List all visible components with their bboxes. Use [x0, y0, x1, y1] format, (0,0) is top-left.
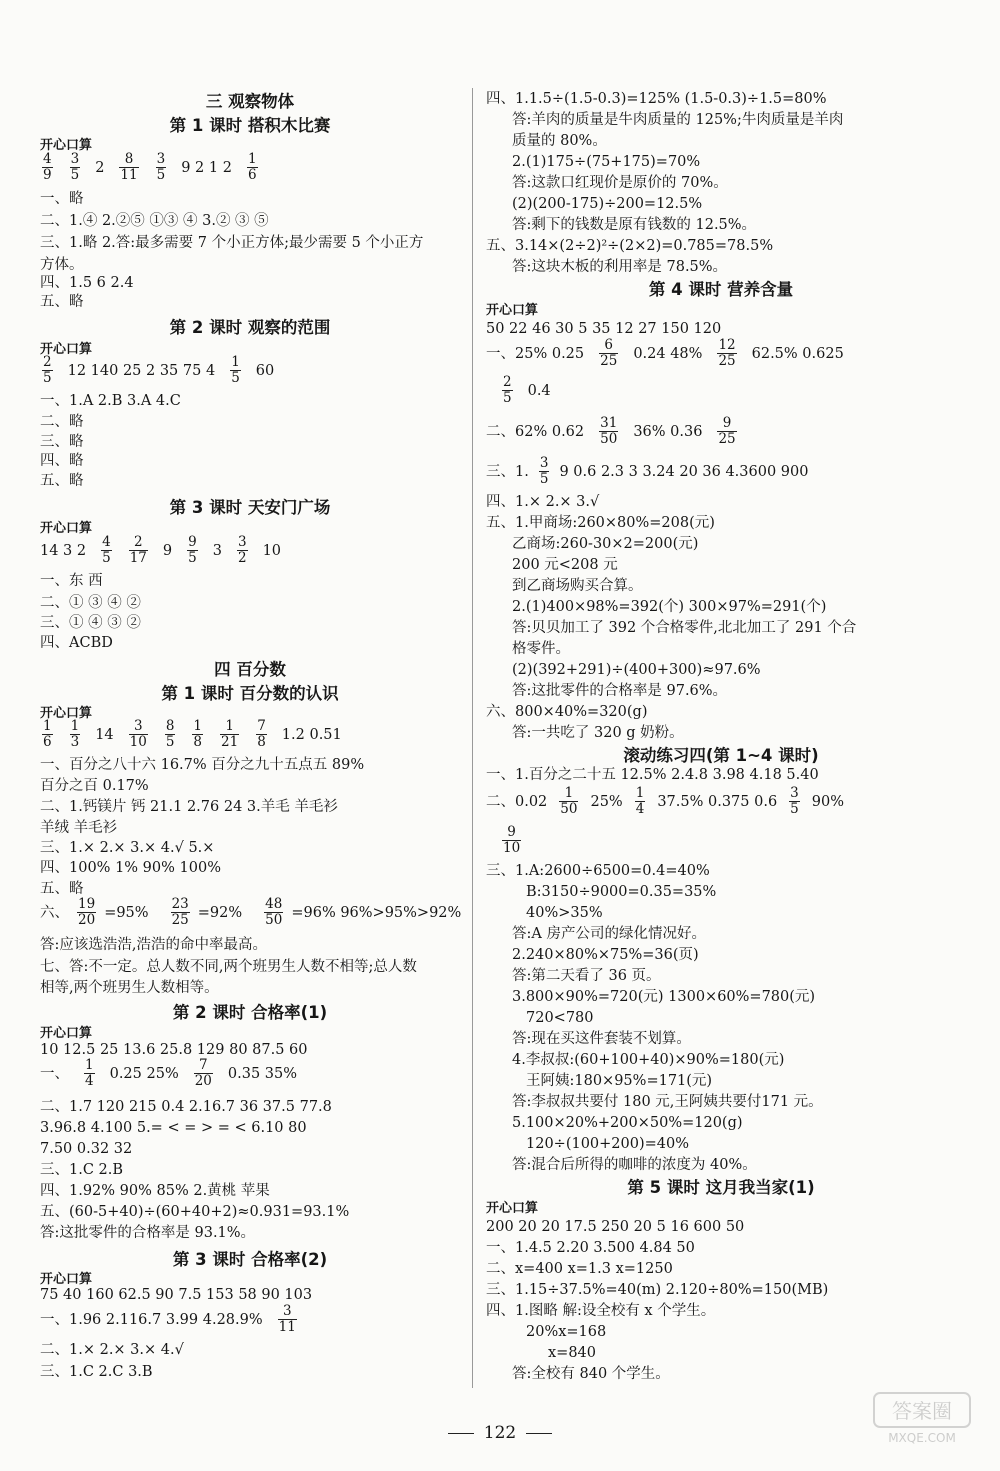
- answer-line: 百分之百 0.17%: [40, 778, 149, 794]
- lesson-heading: 第 5 课时 这月我当家(1): [627, 1178, 815, 1197]
- answer-line: 一、1.4.5 2.20 3.500 4.84 50: [486, 1240, 695, 1256]
- answer-line: 一、25% 0.25 $\frac{6}{25}$ 0.24 48% $\frac{12}{25}$ 62.5% 0.625: [486, 337, 844, 369]
- fraction: $\frac{1}{50}$: [560, 785, 578, 817]
- mental-math-row: $\frac{2}{5}$ 12 140 25 2 35 75 4 $\frac{1}{5}$ 60: [43, 354, 275, 386]
- fraction: $\frac{8}{11}$: [120, 151, 138, 183]
- unit-heading: 四 百分数: [214, 660, 286, 679]
- answer-line: 4.李叔叔:(60+100+40)×90%=180(元): [512, 1052, 785, 1068]
- mental-math-row: 14 3 2 $\frac{4}{5}$ $\frac{2}{17}$ 9 $\frac{9}{5}$ 3 $\frac{3}{2}$ 10: [40, 534, 282, 566]
- answer-line: 四、1.5 6 2.4: [40, 275, 134, 291]
- fraction: $\frac{7}{20}$: [194, 1057, 212, 1089]
- fraction: $\frac{6}{25}$: [600, 337, 618, 369]
- answer-line: 答:现在买这件套装不划算。: [512, 1031, 691, 1047]
- answer-line: 二、0.02 $\frac{1}{50}$ 25% $\frac{1}{4}$ 37.5% 0.375 0.6 $\frac{3}{5}$ 90%: [486, 785, 844, 817]
- fraction: $\frac{31}{50}$: [600, 415, 618, 447]
- answer-line: 三、1.15÷37.5%=40(m) 2.120÷80%=150(MB): [486, 1282, 829, 1298]
- answer-line: 一、1.百分之二十五 12.5% 2.4.8 3.98 4.18 5.40: [486, 767, 819, 783]
- answer-line: 四、100% 1% 90% 100%: [40, 860, 221, 876]
- fraction: $\frac{9}{5}$: [188, 534, 197, 566]
- fraction: $\frac{9}{25}$: [718, 415, 736, 447]
- answer-line: 五、1.甲商场:260×80%=208(元): [486, 515, 715, 531]
- answer-line: 相等,两个班男生人数相等。: [40, 980, 219, 996]
- answer-line: 四、1.× 2.× 3.√: [486, 494, 600, 510]
- section-label: 开心口算: [486, 303, 539, 318]
- answer-line: 200 元<208 元: [512, 557, 618, 573]
- fraction: $\frac{1}{4}$: [635, 785, 645, 817]
- answer-line: 五、3.14×(2÷2)²÷(2×2)=0.785=78.5%: [486, 238, 774, 254]
- fraction: $\frac{3}{2}$: [237, 534, 247, 566]
- mental-math-row: 200 20 20 17.5 250 20 5 16 600 50: [486, 1219, 745, 1235]
- fraction: $\frac{3}{5}$: [156, 151, 166, 183]
- answer-line: 答:一共吃了 320 g 奶粉。: [512, 725, 684, 741]
- fraction: $\frac{1}{8}$: [193, 718, 203, 750]
- answer-line: x=840: [548, 1345, 597, 1361]
- fraction: $\frac{2}{5}$: [43, 354, 52, 386]
- answer-line: 40%>35%: [526, 905, 603, 921]
- answer-line: 答:贝贝加工了 392 个合格零件,北北加工了 291 个合: [512, 620, 857, 636]
- lesson-heading: 第 2 课时 观察的范围: [169, 318, 331, 337]
- answer-line: 120÷(100+200)=40%: [526, 1136, 690, 1152]
- answer-line: 二、1.钙镁片 钙 21.1 2.76 24 3.羊毛 羊毛衫: [40, 799, 338, 815]
- answer-line: 四、1.92% 90% 85% 2.黄桃 苹果: [40, 1183, 270, 1199]
- answer-line: 2.(1)400×98%=392(个) 300×97%=291(个): [512, 599, 827, 615]
- fraction: $\frac{1}{5}$: [231, 354, 240, 386]
- answer-line: 三、1.× 2.× 3.× 4.√ 5.×: [40, 840, 215, 856]
- page-number-dash: [526, 1433, 552, 1434]
- fraction: $\frac{3}{5}$: [70, 151, 80, 183]
- fraction: $\frac{23}{25}$: [171, 896, 189, 928]
- mental-math-row: $\frac{1}{6}$ $\frac{1}{3}$ 14 $\frac{3}{10}$ $\frac{8}{5}$ $\frac{1}{8}$ $\frac{1}{21}$ $\frac{7}{8}$ 1.2 0.51: [43, 718, 342, 750]
- answer-line: 二、x=400 x=1.3 x=1250: [486, 1261, 673, 1277]
- fraction: $\frac{3}{5}$: [539, 455, 549, 487]
- answer-line: 3.800×90%=720(元) 1300×60%=780(元): [512, 989, 816, 1005]
- unit-heading: 三 观察物体: [205, 92, 295, 111]
- answer-line: 六、800×40%=320(g): [486, 704, 648, 720]
- answer-line: 一、 $\frac{1}{4}$ 0.25 25% $\frac{7}{20}$ 0.35 35%: [40, 1057, 298, 1089]
- answer-line: 答:这款口红现价是原价的 70%。: [512, 175, 728, 191]
- answer-line: $\frac{2}{5}$ 0.4: [503, 374, 551, 406]
- answer-line: 一、略: [40, 191, 84, 207]
- mental-math-row: 10 12.5 25 13.6 25.8 129 80 87.5 60: [40, 1042, 308, 1058]
- answer-line: 一、东 西: [40, 573, 103, 589]
- mental-math-row: 75 40 160 62.5 90 7.5 153 58 90 103: [40, 1287, 313, 1303]
- fraction: $\frac{1}{21}$: [221, 718, 239, 750]
- answer-line: 二、① ③ ④ ②: [40, 595, 141, 611]
- answer-line: 三、1.略 2.答:最多需要 7 个小正方体;最少需要 5 个小正方: [40, 235, 424, 251]
- answer-line: (2)(392+291)÷(400+300)≈97.6%: [512, 662, 761, 678]
- section-label: 开心口算: [40, 1026, 93, 1041]
- fraction: $\frac{9}{10}$: [503, 824, 521, 856]
- answer-line: 格零件。: [512, 641, 570, 657]
- answer-line: 答:应该选浩浩,浩浩的命中率最高。: [40, 937, 267, 953]
- page-number-dash: [448, 1433, 474, 1434]
- fraction: $\frac{2}{17}$: [129, 534, 147, 566]
- fraction: $\frac{7}{8}$: [257, 718, 266, 750]
- fraction: $\frac{48}{50}$: [265, 896, 283, 928]
- fraction: $\frac{4}{9}$: [43, 151, 52, 183]
- page-number: [0, 1423, 1000, 1443]
- answer-line: (2)(200-175)÷200=12.5%: [512, 196, 703, 212]
- answer-line: 答:羊肉的质量是牛肉质量的 125%;牛肉质量是羊肉: [512, 112, 844, 128]
- answer-line: [500, 825, 523, 856]
- fraction: $\frac{2}{5}$: [503, 374, 512, 406]
- answer-line: 王阿姨:180×95%=171(元): [526, 1073, 713, 1089]
- answer-line: 六、 $\frac{19}{20}$ =95% $\frac{23}{25}$ =92% $\frac{48}{50}$ =96% 96%>95%>92%: [40, 896, 462, 928]
- answer-line: 二、略: [40, 414, 84, 430]
- answer-line: 四、1.图略 解:设全校有 x 个学生。: [486, 1303, 716, 1319]
- fraction: $\frac{12}{25}$: [718, 337, 736, 369]
- answer-line: 720<780: [526, 1010, 594, 1026]
- answer-line: 二、1.7 120 215 0.4 2.16.7 36 37.5 77.8: [40, 1099, 332, 1115]
- fraction: $\frac{1}{6}$: [43, 718, 52, 750]
- answer-line: 三、1. $\frac{3}{5}$ 9 0.6 2.3 3 3.24 20 36 4.3600 900: [486, 455, 809, 487]
- mental-math-row: 50 22 46 30 5 35 12 27 150 120: [486, 321, 722, 337]
- fraction: $\frac{1}{3}$: [70, 718, 80, 750]
- answer-line: 五、略: [40, 473, 84, 489]
- lesson-heading: 第 4 课时 营养含量: [648, 280, 794, 299]
- answer-line: 3.96.8 4.100 5.= < = > = < 6.10 80: [40, 1120, 307, 1136]
- answer-line: 一、1.96 2.116.7 3.99 4.28.9% $\frac{3}{11}$: [40, 1303, 296, 1335]
- page-number-text: 122: [483, 1423, 517, 1443]
- watermark-logo: [872, 1389, 972, 1447]
- answer-line: B:3150÷9000=0.35=35%: [526, 884, 717, 900]
- fraction: $\frac{1}{4}$: [85, 1057, 94, 1089]
- answer-line: 7.50 0.32 32: [40, 1141, 133, 1157]
- answer-line: 三、① ④ ③ ②: [40, 615, 141, 631]
- section-label: 开心口算: [40, 138, 93, 153]
- answer-line: 四、略: [40, 453, 84, 469]
- lesson-heading: 第 2 课时 合格率(1): [172, 1003, 328, 1022]
- answer-line: 二、1.× 2.× 3.× 4.√: [40, 1342, 184, 1358]
- lesson-heading: 第 3 课时 天安门广场: [169, 498, 331, 517]
- answer-line: 三、1.C 2.B: [40, 1162, 124, 1178]
- answer-line: 七、答:不一定。总人数不同,两个班男生人数不相等;总人数: [40, 959, 417, 975]
- answer-line: 20%x=168: [526, 1324, 607, 1340]
- answer-line: 四、1.1.5÷(1.5-0.3)=125% (1.5-0.3)÷1.5=80%: [486, 91, 827, 107]
- answer-line: 羊绒 羊毛衫: [40, 820, 118, 836]
- answer-line: 二、62% 0.62 $\frac{31}{50}$ 36% 0.36 $\frac{9}{25}$: [486, 415, 736, 447]
- answer-line: 三、1.A:2600÷6500=0.4=40%: [486, 863, 710, 879]
- answer-line: 三、1.C 2.C 3.B: [40, 1364, 153, 1380]
- answer-line: 答:全校有 840 个学生。: [512, 1366, 670, 1382]
- fraction: $\frac{3}{10}$: [129, 718, 147, 750]
- answer-line: 答:李叔叔共要付 180 元,王阿姨共要付171 元。: [512, 1094, 823, 1110]
- fraction: $\frac{4}{5}$: [102, 534, 111, 566]
- section-label: 开心口算: [486, 1201, 539, 1216]
- answer-line: 2.240×80%×75%=36(页): [512, 947, 699, 963]
- answer-line: 五、(60-5+40)÷(60+40+2)≈0.931=93.1%: [40, 1204, 350, 1220]
- answer-line: 一、百分之八十六 16.7% 百分之九十五点五 89%: [40, 757, 365, 773]
- answer-line: 乙商场:260-30×2=200(元): [512, 536, 699, 552]
- answer-line: 一、1.A 2.B 3.A 4.C: [40, 393, 181, 409]
- mental-math-row: $\frac{4}{9}$ $\frac{3}{5}$ 2 $\frac{8}{11}$ $\frac{3}{5}$ 9 2 1 2 $\frac{1}{6}$: [43, 151, 257, 183]
- answer-line: 三、略: [40, 434, 84, 450]
- fraction: $\frac{3}{11}$: [278, 1303, 296, 1335]
- answer-line: 到乙商场购买合算。: [512, 578, 643, 594]
- answer-line: 五、略: [40, 294, 84, 310]
- answer-line: 四、ACBD: [40, 635, 113, 651]
- lesson-heading: 第 1 课时 百分数的认识: [161, 684, 339, 703]
- answer-line: 2.(1)175÷(75+175)=70%: [512, 154, 701, 170]
- answer-line: 二、1.④ 2.②⑤ ①③ ④ 3.② ③ ⑤: [40, 213, 269, 229]
- watermark-url: MXQE.COM: [888, 1431, 956, 1445]
- section-label: 开心口算: [40, 706, 93, 721]
- answer-line: 答:A 房产公司的绿化情况好。: [512, 926, 706, 942]
- answer-line: 答:这块木板的利用率是 78.5%。: [512, 259, 728, 275]
- fraction: $\frac{8}{5}$: [165, 718, 175, 750]
- lesson-heading: 第 3 课时 合格率(2): [172, 1250, 328, 1269]
- watermark-text: 答案圈: [892, 1399, 952, 1423]
- column-divider: [472, 88, 473, 1388]
- answer-line: 方体。: [40, 257, 84, 273]
- practice-heading: 滚动练习四(第 1~4 课时): [623, 746, 819, 765]
- answer-line: 5.100×20%+200×50%=120(g): [512, 1115, 743, 1131]
- answer-line: 答:这批零件的合格率是 93.1%。: [40, 1225, 256, 1241]
- fraction: $\frac{3}{5}$: [790, 785, 799, 817]
- answer-line: 五、略: [40, 881, 84, 897]
- answer-line: 答:第二天看了 36 页。: [512, 968, 661, 984]
- answer-line: 答:混合后所得的咖啡的浓度为 40%。: [512, 1157, 757, 1173]
- section-label: 开心口算: [40, 342, 93, 357]
- fraction: $\frac{1}{6}$: [247, 151, 257, 183]
- answer-line: 答:这批零件的合格率是 97.6%。: [512, 683, 728, 699]
- answer-line: 质量的 80%。: [512, 133, 607, 149]
- lesson-heading: 第 1 课时 搭积木比赛: [169, 116, 331, 135]
- section-label: 开心口算: [40, 1272, 93, 1287]
- answer-line: 答:剩下的钱数是原有钱数的 12.5%。: [512, 217, 757, 233]
- section-label: 开心口算: [40, 521, 93, 536]
- fraction: $\frac{19}{20}$: [78, 896, 96, 928]
